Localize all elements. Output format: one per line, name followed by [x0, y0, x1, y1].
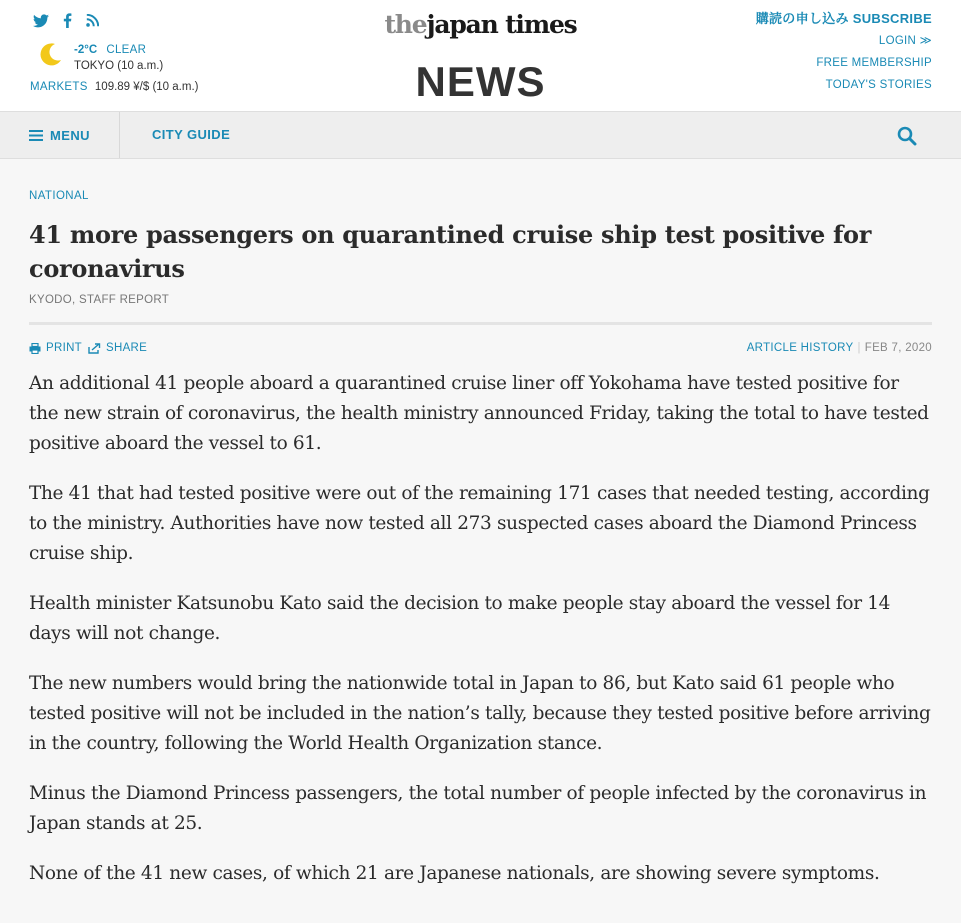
- share-icon: [88, 343, 101, 354]
- share-label: SHARE: [106, 342, 148, 354]
- printer-icon: [29, 343, 41, 354]
- subscribe-jp: 購読の申し込み: [755, 11, 849, 26]
- menu-button[interactable]: [0, 112, 120, 158]
- weather-temp: -2°C: [74, 44, 98, 56]
- menu-label: MENU: [50, 127, 90, 143]
- search-icon: [897, 126, 917, 146]
- free-membership-link[interactable]: FREE MEMBERSHIP: [816, 57, 932, 69]
- logo-the: the: [384, 10, 427, 39]
- article-history-link[interactable]: ARTICLE HISTORY: [746, 342, 854, 354]
- site-header: [0, 0, 961, 111]
- subscribe-en: SUBSCRIBE: [852, 11, 932, 26]
- nav-bar: [0, 111, 961, 159]
- todays-stories-link[interactable]: TODAY'S STORIES: [825, 79, 932, 91]
- paragraph: The new numbers would bring the nationwide total in Japan to 86, but Kato said 61 people who tested positive will not be included in the nation’s tally, because they tested positive before arriving in the country, following the World Health Organization stance.: [29, 673, 931, 754]
- login-link[interactable]: LOGIN ≫: [878, 35, 932, 47]
- print-label: PRINT: [46, 342, 82, 354]
- logo-name: japan times: [426, 10, 577, 39]
- city-guide-link[interactable]: CITY GUIDE: [152, 127, 231, 142]
- markets-label[interactable]: MARKETS: [30, 81, 88, 93]
- weather-condition: CLEAR: [106, 44, 147, 56]
- article-date: FEB 7, 2020: [864, 342, 932, 354]
- subscribe-link[interactable]: [756, 11, 932, 26]
- search-button[interactable]: [897, 126, 917, 151]
- article-headline: 41 more passengers on quarantined cruise ship test positive for coronavirus: [29, 220, 872, 283]
- account-links: [756, 11, 932, 99]
- paragraph: An additional 41 people aboard a quarantined cruise liner off Yokohama have tested positive for the new strain of coronavirus, the health ministry announced Friday, taking the total to have tested positive aboard the vessel to 61.: [29, 373, 929, 454]
- paragraph: None of the 41 new cases, of which 21 are Japanese nationals, are showing severe symptoms.: [29, 863, 880, 884]
- article: [29, 186, 932, 909]
- divider: [29, 322, 932, 325]
- markets-value: 109.89 ¥/$ (10 a.m.): [94, 81, 199, 93]
- paragraph: The 41 that had tested positive were out of the remaining 171 cases that needed testing, according to the ministry. Authorities have now tested all 273 suspected cases aboard the Diamond Princess cruise ship.: [29, 483, 930, 564]
- article-body: [29, 369, 932, 889]
- section-title: NEWS: [415, 58, 546, 105]
- section-kicker[interactable]: NATIONAL: [29, 190, 89, 202]
- print-button[interactable]: [29, 342, 82, 354]
- article-tools: [29, 342, 932, 362]
- paragraph: Minus the Diamond Princess passengers, the total number of people infected by the coronavirus in Japan stands at 25.: [29, 783, 927, 834]
- article-byline: KYODO, STAFF REPORT: [29, 294, 170, 306]
- hamburger-icon: [29, 130, 43, 141]
- separator: |: [857, 342, 861, 354]
- paragraph: Health minister Katsunobu Kato said the decision to make people stay aboard the vessel for 14 days will not change.: [29, 593, 891, 644]
- weather-location: TOKYO (10 a.m.): [74, 60, 164, 72]
- share-button[interactable]: [88, 342, 147, 354]
